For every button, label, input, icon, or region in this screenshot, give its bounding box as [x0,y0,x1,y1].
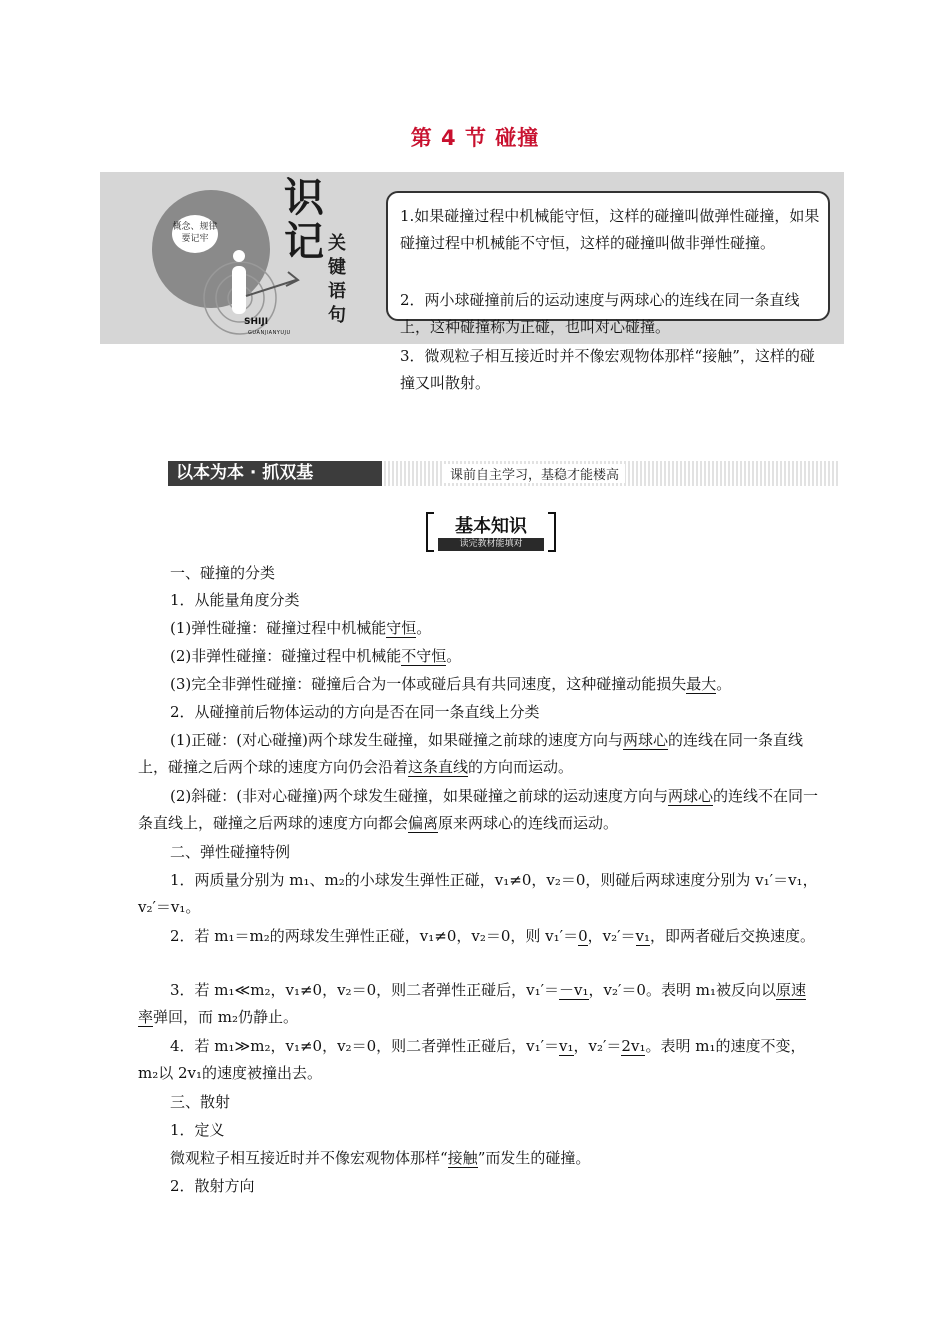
speech-bubble [172,215,218,253]
blank-answer: 守恒 [386,619,417,637]
text: 3．若 m₁≪m₂，v₁≠0，v₂＝0，则二者弹性正碰后，v₁′＝ [170,981,560,999]
heading-scattering: 三、散射 [170,1093,231,1111]
text: 。 [446,647,462,665]
blank-answer: 两球心 [667,787,713,805]
logo-subtext: GUANJIANYUJU [248,330,291,336]
section-header-label: 以本为本 · 抓双基 [168,461,382,486]
blank-answer: 这条直线 [408,758,469,776]
text: ”而发生的碰撞。 [477,1149,591,1167]
heading-elastic-special-cases: 二、弹性碰撞特例 [170,843,291,861]
text: (2)非弹性碰撞：碰撞过程中机械能 [170,647,402,665]
basic-knowledge-badge [426,512,556,552]
text: 弹回，而 m₂仍静止。 [153,1008,299,1026]
para-central-collision [138,727,818,781]
page-title: 第 4 节 碰撞 [410,126,540,150]
blank-answer: 2v₁ [621,1037,646,1055]
heading-collision-classification: 一、碰撞的分类 [170,564,276,582]
blank-answer: 不守恒 [401,647,447,665]
key-point-2-text: 2．两小球碰撞前后的运动速度与两球心的连线在同一条直线上，这种碰撞称为正碰，也叫对心碰撞。 [400,291,800,336]
para-oblique-collision [138,783,818,837]
text: 4．若 m₁≫m₂，v₁≠0，v₂＝0，则二者弹性正碰后，v₁′＝ [170,1037,560,1055]
key-point-3 [400,343,820,397]
para-perfectly-inelastic [170,671,830,698]
text: (1)弹性碰撞：碰撞过程中机械能 [170,619,387,637]
blank-answer: v₁ [559,1037,574,1055]
text: ，v₂′＝0。表明 m₁被反向以 [588,981,776,999]
section-header-subtitle: 课前自主学习，基稳才能楼高 [444,464,625,483]
key-point-3-text: 3．微观粒子相互接近时并不像宏观物体那样“接触”，这样的碰撞又叫散射。 [400,347,815,392]
case-2 [138,923,818,950]
text: ，v₂′＝ [573,1037,622,1055]
case-4 [138,1033,818,1087]
case-3 [138,977,818,1031]
text: 。 [716,675,732,693]
text: ，v₂′＝ [587,927,636,945]
blank-answer: 偏离 [408,814,439,832]
blank-answer: 原速率 [138,981,806,1026]
logo-text: SHIJI [244,317,269,327]
key-point-1-text: 1.如果碰撞过程中机械能守恒，这样的碰撞叫做弹性碰撞，如果碰撞过程中机械能不守恒，这样的碰撞叫做非弹性碰撞。 [400,207,820,252]
left-bracket [426,512,434,552]
right-bracket [548,512,556,552]
banner-vertical-title: 关 键 语 句 [328,233,346,326]
text: (3)完全非弹性碰撞：碰撞后合为一体或碰后具有共同速度，这种碰撞动能损失 [170,675,687,693]
para-scattering-definition [170,1145,810,1172]
para-elastic [170,615,850,642]
text: (2)斜碰：(非对心碰撞)两个球发生碰撞，如果碰撞之前球的运动速度方向与 [170,787,668,805]
blank-answer: v₁ [635,927,651,945]
basic-knowledge-title: 基本知识 [455,516,527,537]
text: 微观粒子相互接近时并不像宏观物体那样“ [170,1149,448,1167]
blank-answer: 最大 [686,675,717,693]
text: 。 [416,619,432,637]
banner-big-title: 识 记 [284,175,324,265]
blank-answer: －v₁ [559,981,589,999]
case-1: 1．两质量分别为 m₁、m₂的小球发生弹性正碰，v₁≠0，v₂＝0，则碰后两球速度分别为 v₁′＝v₁，v₂′＝v₁。 [138,871,818,916]
key-point-2 [400,287,820,341]
text: 的连线在同一条直线上，碰撞之后两个球的速度方向仍会沿着 [138,731,803,776]
heading-direction-classification: 2．从碰撞前后物体运动的方向是否在同一条直线上分类 [170,703,540,721]
basic-knowledge-subtitle: 读完教材能填对 [438,538,544,551]
text: 的连线不在同一条直线上，碰撞之后两球的速度方向都会 [138,787,818,832]
bubble-text: 概念、规律 要记牢 [172,222,218,244]
heading-energy-angle: 1．从能量角度分类 [170,591,300,609]
text: (1)正碰：(对心碰撞)两个球发生碰撞，如果碰撞之前球的速度方向与 [170,731,623,749]
heading-scattering-direction: 2．散射方向 [170,1177,255,1195]
text: 原来两球心的连线而运动。 [438,814,619,832]
blank-answer: 两球心 [622,731,668,749]
heading-definition: 1．定义 [170,1121,225,1139]
text: ，即两者碰后交换速度。 [650,927,816,945]
text: 。表明 m₁的速度不变，m₂以 2v₁的速度被撞出去。 [138,1037,806,1082]
para-inelastic [170,643,850,670]
blank-answer: 0 [578,927,588,945]
text: 2．若 m₁＝m₂的两球发生弹性正碰，v₁≠0，v₂＝0，则 v₁′＝ [170,927,579,945]
blank-answer: 接触 [447,1149,478,1167]
key-point-1 [400,203,820,257]
text: 的方向而运动。 [468,758,574,776]
